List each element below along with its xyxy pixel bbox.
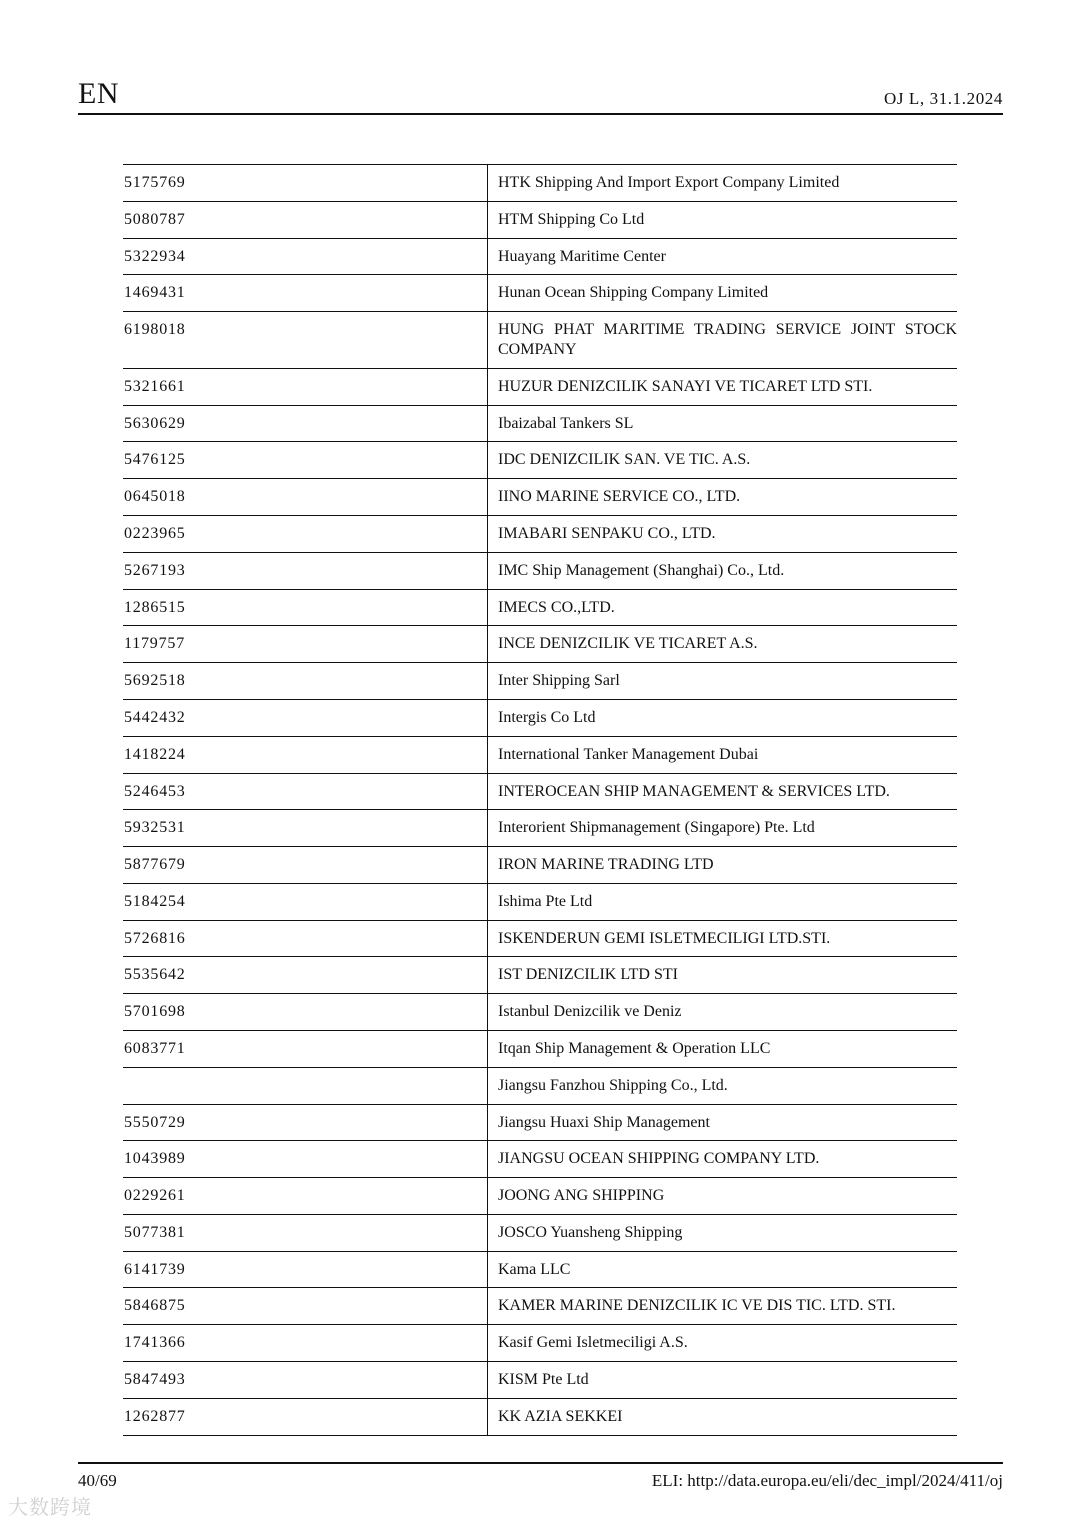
company-number: 5184254 bbox=[123, 884, 488, 920]
table-row bbox=[123, 165, 957, 202]
company-name: Kasif Gemi Isletmeciligi A.S. bbox=[498, 1334, 688, 1352]
table-row bbox=[123, 847, 957, 884]
table-row bbox=[123, 663, 957, 700]
company-name: International Tanker Management Dubai bbox=[498, 745, 759, 763]
company-number: 1469431 bbox=[123, 275, 488, 311]
table-row bbox=[123, 700, 957, 737]
table-row bbox=[123, 1362, 957, 1399]
table-row bbox=[123, 442, 957, 479]
company-number: 0223965 bbox=[123, 516, 488, 552]
company-number: 5077381 bbox=[123, 1215, 488, 1251]
company-name: Intergis Co Ltd bbox=[498, 708, 596, 726]
company-number: 5267193 bbox=[123, 553, 488, 589]
company-number: 5846875 bbox=[123, 1288, 488, 1324]
eli-link[interactable]: ELI: http://data.europa.eu/eli/dec_impl/2024/411/oj bbox=[651, 1471, 1003, 1490]
company-name: Inter Shipping Sarl bbox=[498, 672, 620, 690]
company-name: KK AZIA SEKKEI bbox=[498, 1407, 623, 1425]
table-row bbox=[123, 202, 957, 239]
company-name: Hunan Ocean Shipping Company Limited bbox=[498, 284, 769, 302]
table-row bbox=[123, 994, 957, 1031]
table-row bbox=[123, 1399, 957, 1436]
company-number: 1286515 bbox=[123, 590, 488, 626]
table-row bbox=[123, 239, 957, 276]
company-name: JOSCO Yuansheng Shipping bbox=[498, 1223, 683, 1241]
company-number: 5877679 bbox=[123, 847, 488, 883]
company-name: INCE DENIZCILIK VE TICARET A.S. bbox=[498, 635, 758, 653]
table-row bbox=[123, 626, 957, 663]
table-row bbox=[123, 406, 957, 443]
company-number: 0229261 bbox=[123, 1178, 488, 1214]
table-row bbox=[123, 1068, 957, 1105]
company-name: KISM Pte Ltd bbox=[498, 1371, 589, 1388]
company-name: INTEROCEAN SHIP MANAGEMENT & SERVICES LTD. bbox=[498, 782, 890, 800]
company-number: 1262877 bbox=[123, 1399, 488, 1435]
company-number: 5550729 bbox=[123, 1105, 488, 1141]
company-number: 1043989 bbox=[123, 1141, 488, 1177]
table-row bbox=[123, 1105, 957, 1142]
company-name: ISKENDERUN GEMI ISLETMECILIGI LTD.STI. bbox=[498, 929, 831, 947]
company-name: IRON MARINE TRADING LTD bbox=[498, 856, 714, 874]
company-name: HTM Shipping Co Ltd bbox=[498, 210, 645, 228]
company-number: 1418224 bbox=[123, 737, 488, 773]
language-code: EN bbox=[78, 77, 119, 110]
company-number: 5080787 bbox=[123, 202, 488, 238]
company-number: 5246453 bbox=[123, 774, 488, 810]
company-name: JIANGSU OCEAN SHIPPING COMPANY LTD. bbox=[498, 1150, 820, 1168]
table-row bbox=[123, 275, 957, 312]
table-row bbox=[123, 369, 957, 406]
company-number: 5847493 bbox=[123, 1362, 488, 1398]
table-row bbox=[123, 810, 957, 847]
table-row bbox=[123, 1325, 957, 1362]
company-number: 0645018 bbox=[123, 479, 488, 515]
table-row bbox=[123, 553, 957, 590]
table-row bbox=[123, 1178, 957, 1215]
company-name: Itqan Ship Management & Operation LLC bbox=[498, 1039, 771, 1057]
company-name: IDC DENIZCILIK SAN. VE TIC. A.S. bbox=[498, 451, 751, 469]
page-number: 40/69 bbox=[78, 1471, 117, 1490]
company-name: Istanbul Denizcilik ve Deniz bbox=[498, 1003, 682, 1021]
company-name: HUZUR DENIZCILIK SANAYI VE TICARET LTD STI. bbox=[498, 377, 873, 395]
company-name: IST DENIZCILIK LTD STI bbox=[498, 966, 678, 984]
company-number: 5726816 bbox=[123, 921, 488, 957]
table-row bbox=[123, 1252, 957, 1289]
company-number: 6141739 bbox=[123, 1252, 488, 1288]
company-number: 6198018 bbox=[123, 312, 488, 368]
company-number: 5175769 bbox=[123, 165, 488, 201]
company-number: 5535642 bbox=[123, 957, 488, 993]
company-name: Ishima Pte Ltd bbox=[498, 892, 593, 910]
company-name: IMECS CO.,LTD. bbox=[498, 598, 615, 616]
table-row bbox=[123, 957, 957, 994]
company-number: 5476125 bbox=[123, 442, 488, 478]
company-name: IMABARI SENPAKU CO., LTD. bbox=[498, 525, 716, 543]
table-row bbox=[123, 884, 957, 921]
header-divider bbox=[78, 113, 1003, 115]
company-name: KAMER MARINE DENIZCILIK IC VE DIS TIC. LTD. STI. bbox=[498, 1297, 896, 1315]
company-name: Interorient Shipmanagement (Singapore) Pte. Ltd bbox=[498, 819, 815, 837]
company-number: 5701698 bbox=[123, 994, 488, 1030]
table-row bbox=[123, 1215, 957, 1252]
company-number: 5322934 bbox=[123, 239, 488, 275]
table-row bbox=[123, 1288, 957, 1325]
company-number: 6083771 bbox=[123, 1031, 488, 1067]
company-name: HUNG PHAT MARITIME TRADING SERVICE JOINT STOCK COMPANY bbox=[498, 321, 957, 359]
table-row bbox=[123, 921, 957, 958]
company-number: 5692518 bbox=[123, 663, 488, 699]
company-name: JOONG ANG SHIPPING bbox=[498, 1187, 665, 1205]
table-row bbox=[123, 1141, 957, 1178]
table-row bbox=[123, 1031, 957, 1068]
company-number: 5630629 bbox=[123, 406, 488, 442]
company-name: Jiangsu Huaxi Ship Management bbox=[498, 1113, 710, 1131]
table-row bbox=[123, 479, 957, 516]
company-number bbox=[123, 1068, 488, 1104]
company-name: Jiangsu Fanzhou Shipping Co., Ltd. bbox=[498, 1076, 728, 1094]
company-table bbox=[123, 164, 957, 1436]
company-name: IINO MARINE SERVICE CO., LTD. bbox=[498, 488, 741, 506]
journal-reference: OJ L, 31.1.2024 bbox=[883, 89, 1003, 108]
table-row bbox=[123, 590, 957, 627]
company-number: 5442432 bbox=[123, 700, 488, 736]
company-number: 5321661 bbox=[123, 369, 488, 405]
company-name: Ibaizabal Tankers SL bbox=[498, 414, 634, 432]
table-row bbox=[123, 312, 957, 369]
table-row bbox=[123, 774, 957, 811]
company-number: 1741366 bbox=[123, 1325, 488, 1361]
company-name: Kama LLC bbox=[498, 1260, 571, 1278]
company-name: IMC Ship Management (Shanghai) Co., Ltd. bbox=[498, 561, 785, 579]
company-number: 5932531 bbox=[123, 810, 488, 846]
table-row bbox=[123, 516, 957, 553]
footer-divider bbox=[78, 1462, 1003, 1464]
table-row bbox=[123, 737, 957, 774]
watermark-logo: 大数跨境 bbox=[8, 1495, 92, 1519]
company-name: HTK Shipping And Import Export Company Limited bbox=[498, 174, 840, 191]
company-number: 1179757 bbox=[123, 626, 488, 662]
company-name: Huayang Maritime Center bbox=[498, 247, 666, 265]
